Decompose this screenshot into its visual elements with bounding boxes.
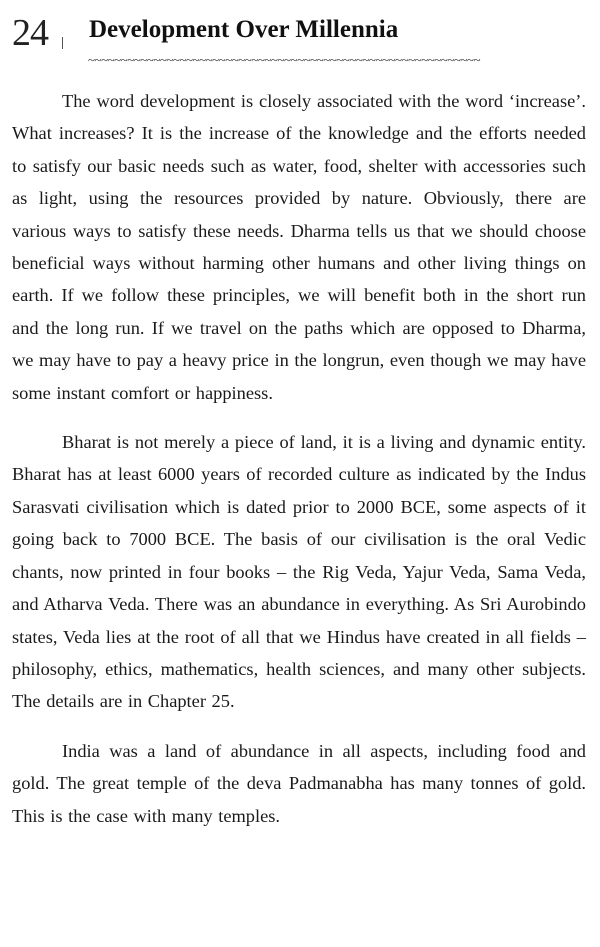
body-text (12, 85, 586, 849)
chapter-title: Development Over Millennia (89, 16, 399, 43)
page-header (12, 10, 588, 54)
paragraph-bharat-culture: Bharat is not merely a piece of land, it is a living and dynamic entity. Bharat has at least 6000 years of recorded culture as indicated by the Indus Sarasvati civilisation which is dated prior to 2000 BCE, some aspects of it going back to 7000 BCE. The basis of our civilisation is the oral Vedic chants, now printed in four books – the Rig Veda, Yajur Veda, Sama Veda, and Atharva Veda. There was an abundance in everything. As Sri Aurobindo states, Veda lies at the root of all that we Hindus have created in all fields – philosophy, ethics, mathematics, health sciences, and many other subjects. The details are in Chapter 25. (12, 432, 586, 712)
decorative-tilde-rule: ~~~~~~~~~~~~~~~~~~~~~~~~~~~~~~~~~~~~~~~~~~~~~~~~~~~~~~~~~~~~ (88, 53, 480, 67)
paragraph-india-abundance: India was a land of abundance in all aspects, including food and gold. The great temple of the deva Padmanabha has many tonnes of gold. This is the case with many temples. (12, 740, 586, 826)
paragraph-development-definition: The word development is closely associated with the word ‘increase’. What increases? It is the increase of the knowledge and the efforts needed to satisfy our basic needs such as water, food, shelter with accessories such as light, using the resources provided by nature. Obviously, there are various ways to satisfy these needs. Dharma tells us that we should choose beneficial ways without harming other humans and other living things on earth. If we follow these principles, we will benefit both in the short run and the long run. If we travel on the paths which are opposed to Dharma, we may have to pay a heavy price in the longrun, even though we may have some instant comfort or happiness. (12, 91, 586, 403)
page-number: 24 (12, 12, 48, 54)
header-divider (62, 37, 63, 49)
